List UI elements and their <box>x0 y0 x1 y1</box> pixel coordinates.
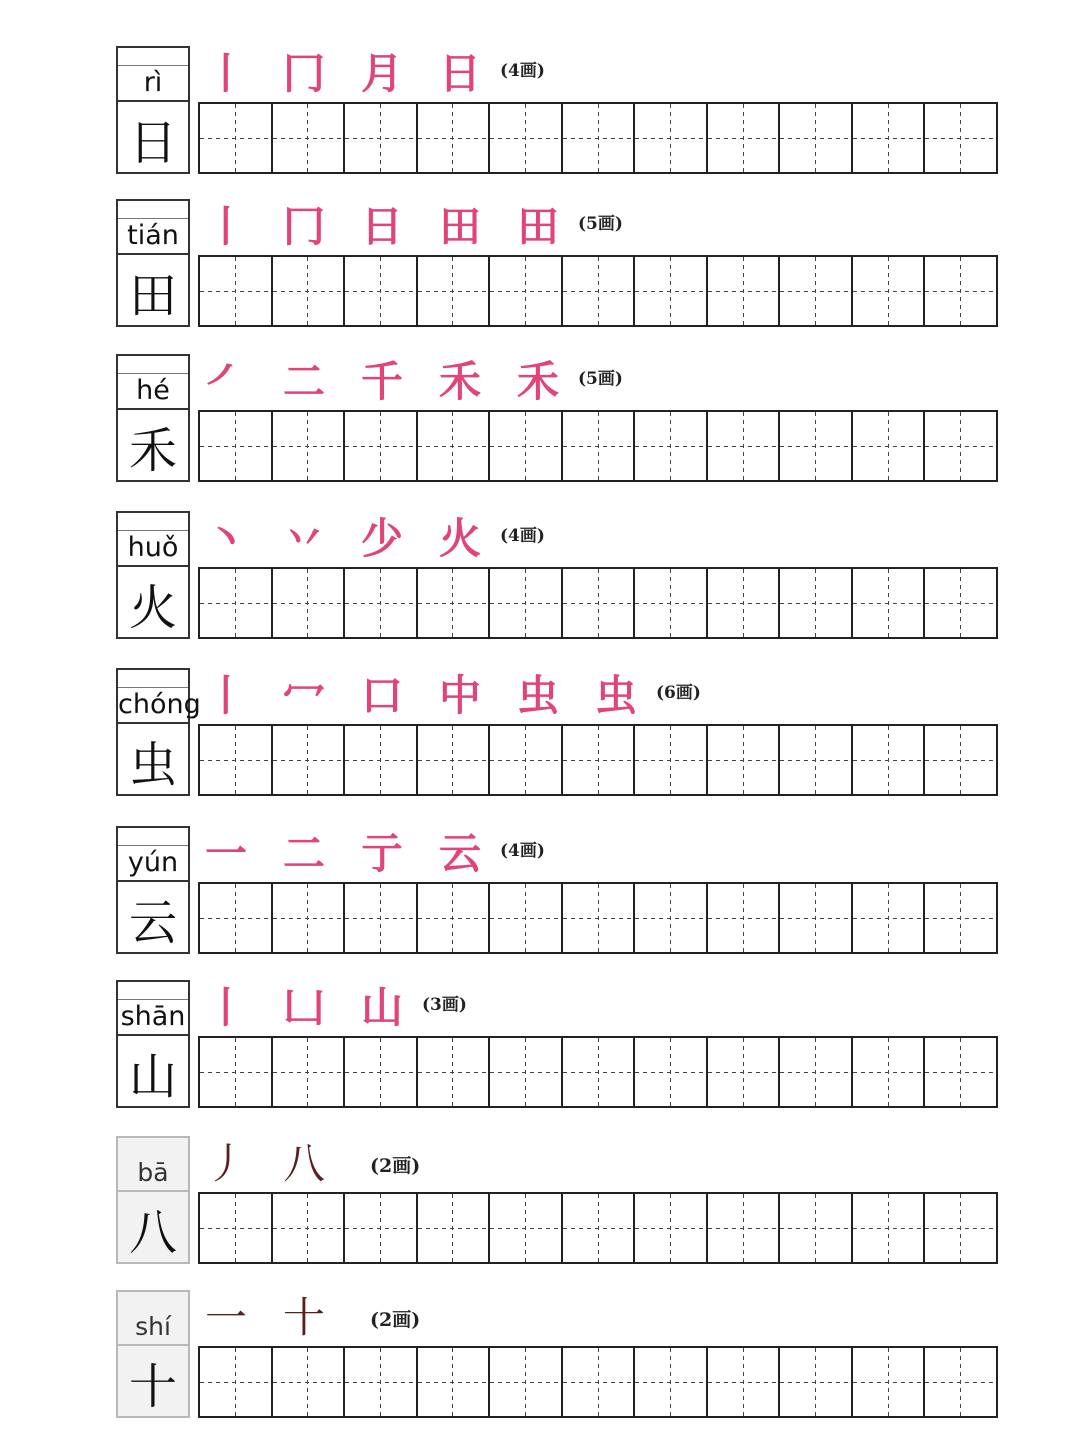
stroke-step: 丿 <box>204 1139 247 1188</box>
practice-cell[interactable] <box>490 104 563 172</box>
stroke-step: 日 <box>438 49 481 98</box>
practice-grid <box>198 255 998 327</box>
practice-cell[interactable] <box>635 1038 708 1106</box>
practice-cell[interactable] <box>200 1348 273 1416</box>
stroke-step: 冖 <box>282 671 325 720</box>
practice-cell[interactable] <box>708 1194 781 1262</box>
stroke-order <box>204 48 545 100</box>
practice-cell[interactable] <box>635 1348 708 1416</box>
character-row <box>116 826 1006 956</box>
stroke-count: (4画) <box>500 526 545 546</box>
pinyin-text: shān <box>118 1002 188 1032</box>
stroke-step: 禾 <box>438 357 481 406</box>
practice-cell[interactable] <box>780 569 853 637</box>
stroke-step: 二 <box>282 357 325 406</box>
stroke-count: (4画) <box>500 61 545 81</box>
hanzi-character: 十 <box>128 1358 177 1415</box>
stroke-order <box>204 670 701 722</box>
practice-grid <box>198 1036 998 1108</box>
practice-cell[interactable] <box>708 412 781 480</box>
hanzi-character: 云 <box>128 894 177 951</box>
stroke-count: (5画) <box>578 369 623 389</box>
practice-cell[interactable] <box>563 104 636 172</box>
stroke-step: 丷 <box>282 514 325 563</box>
stroke-step: 丨 <box>204 202 247 251</box>
practice-cell[interactable] <box>345 257 418 325</box>
character-row <box>116 980 1006 1110</box>
stroke-step: 一 <box>204 1293 247 1342</box>
stroke-step: 八 <box>282 1139 325 1188</box>
practice-grid <box>198 1192 998 1264</box>
pinyin-cell <box>118 828 188 882</box>
practice-cell[interactable] <box>635 726 708 794</box>
practice-cell[interactable] <box>853 1038 926 1106</box>
practice-cell[interactable] <box>780 104 853 172</box>
practice-cell[interactable] <box>490 1348 563 1416</box>
practice-cell[interactable] <box>925 569 996 637</box>
practice-cell[interactable] <box>853 1194 926 1262</box>
practice-cell[interactable] <box>490 257 563 325</box>
practice-grid <box>198 410 998 482</box>
character-label-box <box>116 668 201 796</box>
practice-cell[interactable] <box>925 1348 996 1416</box>
practice-cell[interactable] <box>563 569 636 637</box>
stroke-order <box>204 982 467 1034</box>
practice-cell[interactable] <box>563 412 636 480</box>
practice-cell[interactable] <box>635 569 708 637</box>
practice-cell[interactable] <box>635 412 708 480</box>
stroke-step: 少 <box>360 514 403 563</box>
practice-cell[interactable] <box>418 726 491 794</box>
practice-cell[interactable] <box>708 257 781 325</box>
practice-cell[interactable] <box>490 1038 563 1106</box>
character-row <box>116 1290 1006 1420</box>
practice-cell[interactable] <box>418 412 491 480</box>
practice-grid <box>198 882 998 954</box>
practice-cell[interactable] <box>780 257 853 325</box>
practice-cell[interactable] <box>490 412 563 480</box>
character-row <box>116 46 1006 176</box>
stroke-order <box>204 1292 420 1344</box>
practice-cell[interactable] <box>925 726 996 794</box>
practice-cell[interactable] <box>563 1194 636 1262</box>
character-label-box <box>116 511 190 639</box>
stroke-step: 田 <box>438 202 481 251</box>
practice-cell[interactable] <box>490 726 563 794</box>
pinyin-text: rì <box>118 68 188 98</box>
practice-cell[interactable] <box>345 569 418 637</box>
stroke-step: 月 <box>360 49 403 98</box>
pinyin-text: huǒ <box>118 533 188 563</box>
character-label-box <box>116 826 190 954</box>
practice-cell[interactable] <box>925 412 996 480</box>
practice-cell[interactable] <box>635 104 708 172</box>
practice-cell[interactable] <box>345 104 418 172</box>
stroke-step: 禾 <box>516 357 559 406</box>
practice-cell[interactable] <box>563 726 636 794</box>
hanzi-character: 禾 <box>128 422 177 479</box>
practice-cell[interactable] <box>490 1194 563 1262</box>
practice-cell[interactable] <box>708 1348 781 1416</box>
practice-cell[interactable] <box>708 104 781 172</box>
stroke-step: 亍 <box>360 829 403 878</box>
stroke-order <box>204 201 623 253</box>
practice-cell[interactable] <box>563 1348 636 1416</box>
stroke-order <box>204 828 545 880</box>
pinyin-text: hé <box>118 376 188 406</box>
practice-cell[interactable] <box>708 1038 781 1106</box>
stroke-count: (2画) <box>370 1154 421 1177</box>
stroke-step: 十 <box>282 1293 325 1342</box>
practice-cell[interactable] <box>418 257 491 325</box>
stroke-step: 丨 <box>204 671 247 720</box>
hanzi-character: 山 <box>128 1048 177 1105</box>
practice-cell[interactable] <box>200 104 273 172</box>
practice-cell[interactable] <box>780 1194 853 1262</box>
stroke-step: 丶 <box>204 514 247 563</box>
stroke-step: 一 <box>204 829 247 878</box>
practice-cell[interactable] <box>563 884 636 952</box>
practice-cell[interactable] <box>925 1194 996 1262</box>
character-label-box <box>116 1136 190 1264</box>
pinyin-cell <box>118 356 188 410</box>
practice-cell[interactable] <box>200 884 273 952</box>
practice-cell[interactable] <box>200 726 273 794</box>
practice-cell[interactable] <box>418 1038 491 1106</box>
character-label-box <box>116 199 190 327</box>
practice-cell[interactable] <box>853 884 926 952</box>
practice-cell[interactable] <box>200 1194 273 1262</box>
stroke-count: (6画) <box>656 683 701 703</box>
stroke-step: 山 <box>360 983 403 1032</box>
practice-cell[interactable] <box>273 104 346 172</box>
stroke-step: 田 <box>516 202 559 251</box>
practice-cell[interactable] <box>635 1194 708 1262</box>
practice-cell[interactable] <box>780 726 853 794</box>
stroke-step: 口 <box>360 671 403 720</box>
stroke-step: 冂 <box>282 49 325 98</box>
practice-cell[interactable] <box>200 412 273 480</box>
stroke-step: 日 <box>360 202 403 251</box>
practice-cell[interactable] <box>273 257 346 325</box>
pinyin-text: shí <box>135 1312 171 1341</box>
practice-cell[interactable] <box>780 412 853 480</box>
practice-cell[interactable] <box>418 1348 491 1416</box>
stroke-order <box>204 356 623 408</box>
practice-cell[interactable] <box>200 257 273 325</box>
practice-grid <box>198 567 998 639</box>
practice-cell[interactable] <box>853 1348 926 1416</box>
practice-cell[interactable] <box>780 1348 853 1416</box>
practice-cell[interactable] <box>853 726 926 794</box>
practice-cell[interactable] <box>853 104 926 172</box>
character-label-box <box>116 1290 190 1418</box>
practice-cell[interactable] <box>853 257 926 325</box>
character-row <box>116 1136 1006 1266</box>
practice-grid <box>198 1346 998 1418</box>
stroke-count: (2画) <box>370 1308 421 1331</box>
stroke-step: 虫 <box>516 671 559 720</box>
practice-cell[interactable] <box>853 569 926 637</box>
character-row <box>116 354 1006 484</box>
practice-cell[interactable] <box>345 1038 418 1106</box>
stroke-step: ㇒ <box>204 357 247 406</box>
practice-cell[interactable] <box>708 726 781 794</box>
practice-cell[interactable] <box>563 1038 636 1106</box>
practice-cell[interactable] <box>273 569 346 637</box>
character-row <box>116 668 1006 798</box>
stroke-order <box>204 1138 420 1190</box>
character-row <box>116 199 1006 329</box>
hanzi-character: 火 <box>128 579 177 636</box>
practice-cell[interactable] <box>490 569 563 637</box>
practice-cell[interactable] <box>345 1194 418 1262</box>
practice-grid <box>198 102 998 174</box>
stroke-step: 千 <box>360 357 403 406</box>
pinyin-cell <box>118 201 188 255</box>
practice-cell[interactable] <box>345 726 418 794</box>
hanzi-character: 田 <box>128 267 177 324</box>
practice-cell[interactable] <box>708 884 781 952</box>
practice-cell[interactable] <box>925 104 996 172</box>
practice-cell[interactable] <box>925 884 996 952</box>
pinyin-cell <box>118 982 188 1036</box>
stroke-step: 凵 <box>282 983 325 1032</box>
stroke-step: 火 <box>438 514 481 563</box>
practice-cell[interactable] <box>345 884 418 952</box>
character-row <box>116 511 1006 641</box>
pinyin-cell <box>118 513 188 567</box>
practice-cell[interactable] <box>780 1038 853 1106</box>
practice-cell[interactable] <box>200 569 273 637</box>
practice-cell[interactable] <box>273 1194 346 1262</box>
pinyin-text: bā <box>137 1158 169 1187</box>
practice-cell[interactable] <box>635 257 708 325</box>
character-label-box <box>116 354 190 482</box>
hanzi-character: 虫 <box>128 736 177 793</box>
pinyin-text: yún <box>118 848 188 878</box>
stroke-order <box>204 513 545 565</box>
stroke-count: (4画) <box>500 841 545 861</box>
pinyin-cell <box>118 670 201 724</box>
practice-cell[interactable] <box>418 104 491 172</box>
stroke-count: (5画) <box>578 214 623 234</box>
practice-cell[interactable] <box>925 257 996 325</box>
practice-cell[interactable] <box>925 1038 996 1106</box>
stroke-step: 虫 <box>594 671 637 720</box>
practice-cell[interactable] <box>853 412 926 480</box>
practice-grid <box>198 724 998 796</box>
practice-cell[interactable] <box>273 412 346 480</box>
practice-cell[interactable] <box>563 257 636 325</box>
practice-cell[interactable] <box>273 884 346 952</box>
practice-cell[interactable] <box>273 1348 346 1416</box>
stroke-step: 二 <box>282 829 325 878</box>
stroke-step: 冂 <box>282 202 325 251</box>
pinyin-cell <box>118 1292 188 1346</box>
stroke-count: (3画) <box>422 995 467 1015</box>
pinyin-cell <box>118 48 188 102</box>
practice-cell[interactable] <box>345 412 418 480</box>
stroke-step: 丨 <box>204 983 247 1032</box>
practice-cell[interactable] <box>780 884 853 952</box>
pinyin-text: chóng <box>118 689 201 720</box>
practice-cell[interactable] <box>418 569 491 637</box>
practice-cell[interactable] <box>273 1038 346 1106</box>
practice-cell[interactable] <box>635 884 708 952</box>
stroke-step: 云 <box>438 829 481 878</box>
practice-cell[interactable] <box>708 569 781 637</box>
practice-cell[interactable] <box>200 1038 273 1106</box>
character-label-box <box>116 980 190 1108</box>
stroke-step: 中 <box>438 671 481 720</box>
pinyin-cell <box>118 1138 188 1192</box>
hanzi-character: 八 <box>128 1204 177 1261</box>
character-label-box <box>116 46 190 174</box>
practice-cell[interactable] <box>418 1194 491 1262</box>
practice-cell[interactable] <box>345 1348 418 1416</box>
pinyin-text: tián <box>118 221 188 251</box>
practice-cell[interactable] <box>490 884 563 952</box>
stroke-step: 丨 <box>204 49 247 98</box>
hanzi-character: 日 <box>128 114 177 171</box>
practice-cell[interactable] <box>273 726 346 794</box>
practice-cell[interactable] <box>418 884 491 952</box>
